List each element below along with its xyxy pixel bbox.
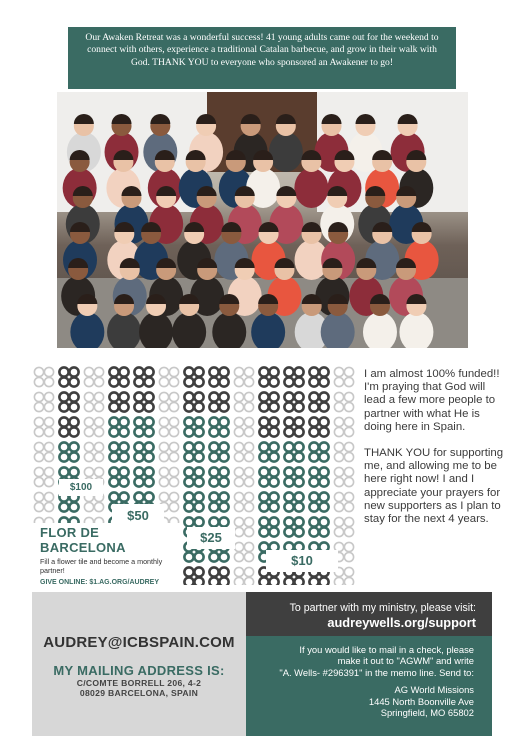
flower-tile <box>183 366 206 389</box>
thank-you-paragraph: THANK YOU for supporting me, and allowing me to be here right now! I and I appreciate your prayers for new supporters as I plan to stay for the next 4 years. <box>364 447 504 526</box>
flower-tile <box>158 466 181 489</box>
flower-tile <box>233 566 256 585</box>
flower-tile <box>333 466 356 489</box>
flower-tile <box>308 366 331 389</box>
person-hair <box>302 222 322 232</box>
flower-tile <box>283 441 306 464</box>
person-hair <box>150 114 170 124</box>
flower-tile <box>133 441 156 464</box>
flower-tile <box>233 466 256 489</box>
partner-box <box>246 592 492 736</box>
flower-tile <box>308 516 331 539</box>
flower-tile <box>183 566 206 585</box>
flower-tile <box>33 391 56 414</box>
flower-tile <box>208 391 231 414</box>
flower-tile <box>33 416 56 439</box>
flower-tile <box>33 466 56 489</box>
banner-text: Our Awaken Retreat was a wonderful success! 41 young adults came out for the weekend to connect with others, experience a traditional Catalan barbecue, and grow in their walk with God. THANK YOU to everyone who sponsored an Awakener to go! <box>85 32 439 68</box>
flower-tile <box>158 416 181 439</box>
flower-tile <box>333 516 356 539</box>
flower-tile <box>108 366 131 389</box>
flower-tile <box>83 416 106 439</box>
send-line-1: AG World Missions <box>394 684 474 696</box>
person-body <box>269 132 303 172</box>
flower-tile <box>258 516 281 539</box>
amount-10-label: $10 <box>266 550 338 572</box>
person-body <box>251 312 285 348</box>
person-hair <box>112 114 132 124</box>
flower-tile <box>333 441 356 464</box>
flower-tile <box>308 416 331 439</box>
flower-tile <box>283 416 306 439</box>
person-hair <box>276 114 296 124</box>
flower-tile <box>83 441 106 464</box>
person-body <box>107 312 141 348</box>
flower-tile <box>308 466 331 489</box>
check-line-1: If you would like to mail in a check, please <box>299 644 474 655</box>
flower-tile <box>208 416 231 439</box>
amount-50-label: $50 <box>112 504 164 527</box>
check-line-3: "A. Wells- #296391" in the memo line. Send to: <box>279 666 474 678</box>
check-instructions <box>246 644 492 719</box>
flower-tile <box>258 466 281 489</box>
person-body <box>70 312 104 348</box>
address-line-1: C/COMTE BORRELL 206, 4-2 <box>76 678 202 688</box>
person-hair <box>74 114 94 124</box>
amount-100-label: $100 <box>59 479 103 496</box>
flower-tile <box>283 491 306 514</box>
flower-tile <box>283 466 306 489</box>
photo-crowd <box>57 92 468 348</box>
tile-caption <box>32 523 180 586</box>
flower-tile <box>258 491 281 514</box>
flower-tile <box>58 441 81 464</box>
flower-tile <box>283 366 306 389</box>
flower-tile <box>308 441 331 464</box>
person-body <box>321 312 355 348</box>
flower-tile <box>208 491 231 514</box>
flower-tile <box>183 416 206 439</box>
flower-tile <box>133 416 156 439</box>
flower-tile <box>233 391 256 414</box>
flower-tile <box>58 366 81 389</box>
person-body <box>399 312 433 348</box>
give-online-link[interactable]: GIVE ONLINE: $1.AG.ORG/AUDREY <box>40 579 160 587</box>
flower-tile <box>233 516 256 539</box>
flower-tile <box>183 491 206 514</box>
flower-tile <box>258 366 281 389</box>
flower-tile <box>208 366 231 389</box>
flower-tile <box>133 366 156 389</box>
person-hair <box>398 114 418 124</box>
flower-tile <box>158 441 181 464</box>
person-hair <box>241 114 261 124</box>
flower-tile <box>108 416 131 439</box>
send-line-2: 1445 North Boonville Ave <box>368 695 474 707</box>
flower-tile <box>33 441 56 464</box>
amount-25-label: $25 <box>187 527 235 549</box>
person-body <box>212 312 246 348</box>
person-hair <box>355 114 375 124</box>
flower-tile <box>133 466 156 489</box>
flower-tile <box>58 391 81 414</box>
group-photo <box>57 92 468 348</box>
funding-paragraph: I am almost 100% funded!! I'm praying that God will lead a few more people to partner with what He is doing here in Spain. <box>364 368 500 433</box>
flower-tile <box>158 366 181 389</box>
flower-tile <box>108 441 131 464</box>
flower-tile <box>233 441 256 464</box>
email-address[interactable]: AUDREY@ICBSPAIN.COM <box>43 634 235 651</box>
partner-visit-text: To partner with my ministry, please visit: <box>289 602 476 614</box>
flower-tile <box>308 391 331 414</box>
flower-tile <box>83 366 106 389</box>
flower-tile <box>333 391 356 414</box>
flower-tile <box>333 491 356 514</box>
flower-tile <box>333 366 356 389</box>
flower-tile <box>283 516 306 539</box>
flower-tile <box>233 541 256 564</box>
flower-tile <box>183 466 206 489</box>
person-body <box>294 168 328 208</box>
address-line-2: 08029 BARCELONA, SPAIN <box>79 688 199 699</box>
tile-title: FLOR DE BARCELONA <box>40 525 126 555</box>
flower-tile <box>233 366 256 389</box>
flower-tile <box>333 416 356 439</box>
tile-subtitle: Fill a flower tile and become a monthly partner! <box>40 557 163 575</box>
person-body <box>172 312 206 348</box>
flower-tile <box>58 416 81 439</box>
flower-tile <box>283 391 306 414</box>
partner-visit-bar <box>246 592 492 636</box>
person-hair <box>196 114 216 124</box>
person-body <box>139 312 173 348</box>
flower-tile <box>233 491 256 514</box>
flower-tile <box>258 391 281 414</box>
flower-tile <box>33 366 56 389</box>
funding-message <box>364 368 504 526</box>
flower-tile <box>233 416 256 439</box>
flower-tile <box>83 391 106 414</box>
contact-box <box>32 592 246 736</box>
retreat-banner <box>68 27 456 89</box>
flower-tile <box>183 391 206 414</box>
flower-tile <box>158 391 181 414</box>
flower-tile <box>258 416 281 439</box>
send-address <box>246 684 474 719</box>
send-line-3: Springfield, MO 65802 <box>380 707 474 719</box>
check-line-2: make it out to "AGWM" and write <box>337 655 474 667</box>
person-hair <box>322 114 342 124</box>
flower-tile <box>208 466 231 489</box>
flower-tile <box>108 391 131 414</box>
mailing-address-heading: MY MAILING ADDRESS IS: <box>53 663 225 678</box>
flower-tile <box>133 391 156 414</box>
support-url-link[interactable]: audreywells.org/support <box>327 615 476 630</box>
flower-tile <box>33 491 56 514</box>
flower-tile <box>308 491 331 514</box>
flower-tile <box>108 466 131 489</box>
flower-tile <box>258 441 281 464</box>
flower-tile-chart <box>32 365 357 585</box>
person-body <box>363 312 397 348</box>
flower-tile <box>208 566 231 585</box>
flower-tile <box>208 441 231 464</box>
flower-tile <box>183 441 206 464</box>
